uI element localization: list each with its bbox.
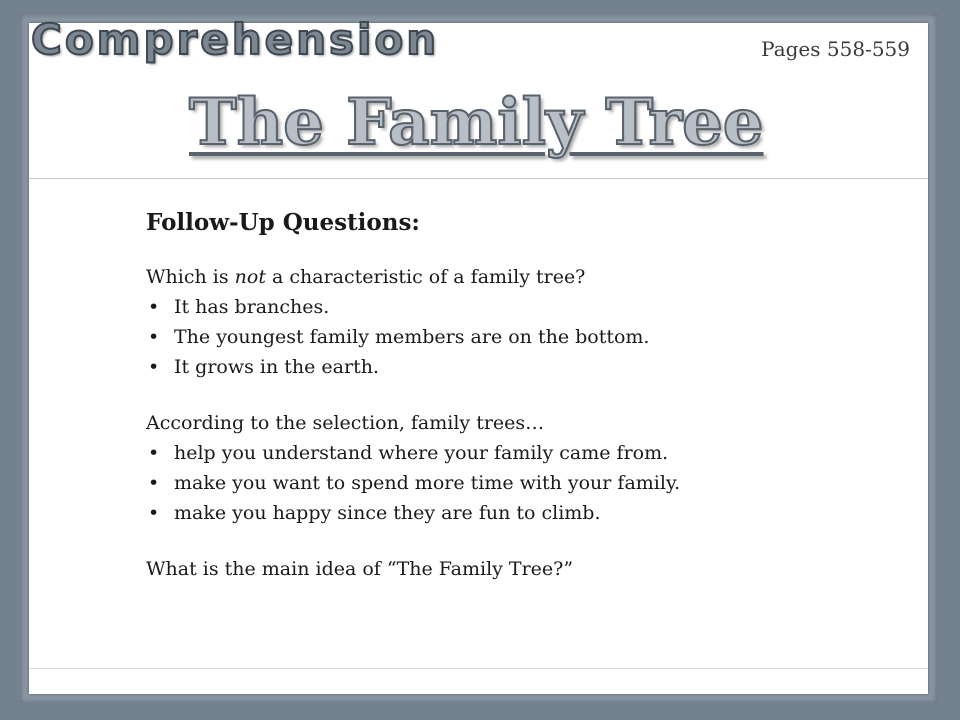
question-1-options <box>146 292 906 382</box>
question-2-option: • make you want to spend more time with your family. <box>146 468 906 498</box>
question-1-option: • The youngest family members are on the bottom. <box>146 322 906 352</box>
slide-paper <box>29 15 928 694</box>
question-3: What is the main idea of “The Family Tree?” <box>146 558 574 580</box>
question-1-text-after: a characteristic of a family tree? <box>265 266 586 288</box>
question-1-option: • It has branches. <box>146 292 906 322</box>
section-label: Comprehension <box>31 15 440 64</box>
slide-frame <box>20 14 937 703</box>
question-2-options <box>146 438 906 528</box>
page-title: The Family Tree <box>189 85 764 160</box>
question-2-option: • help you understand where your family came from. <box>146 438 906 468</box>
question-1-option: • It grows in the earth. <box>146 352 906 382</box>
questions-subtitle: Follow-Up Questions: <box>146 209 420 236</box>
question-2-option: • make you happy since they are fun to climb. <box>146 498 906 528</box>
question-1 <box>146 262 906 292</box>
question-1-text-before: Which is <box>146 266 235 288</box>
header-divider <box>29 178 928 179</box>
question-2: According to the selection, family trees… <box>146 412 545 434</box>
page-range: Pages 558-559 <box>761 37 910 61</box>
footer-divider <box>29 668 928 669</box>
questions-panel <box>146 209 906 584</box>
question-1-emphasis: not <box>234 266 266 288</box>
